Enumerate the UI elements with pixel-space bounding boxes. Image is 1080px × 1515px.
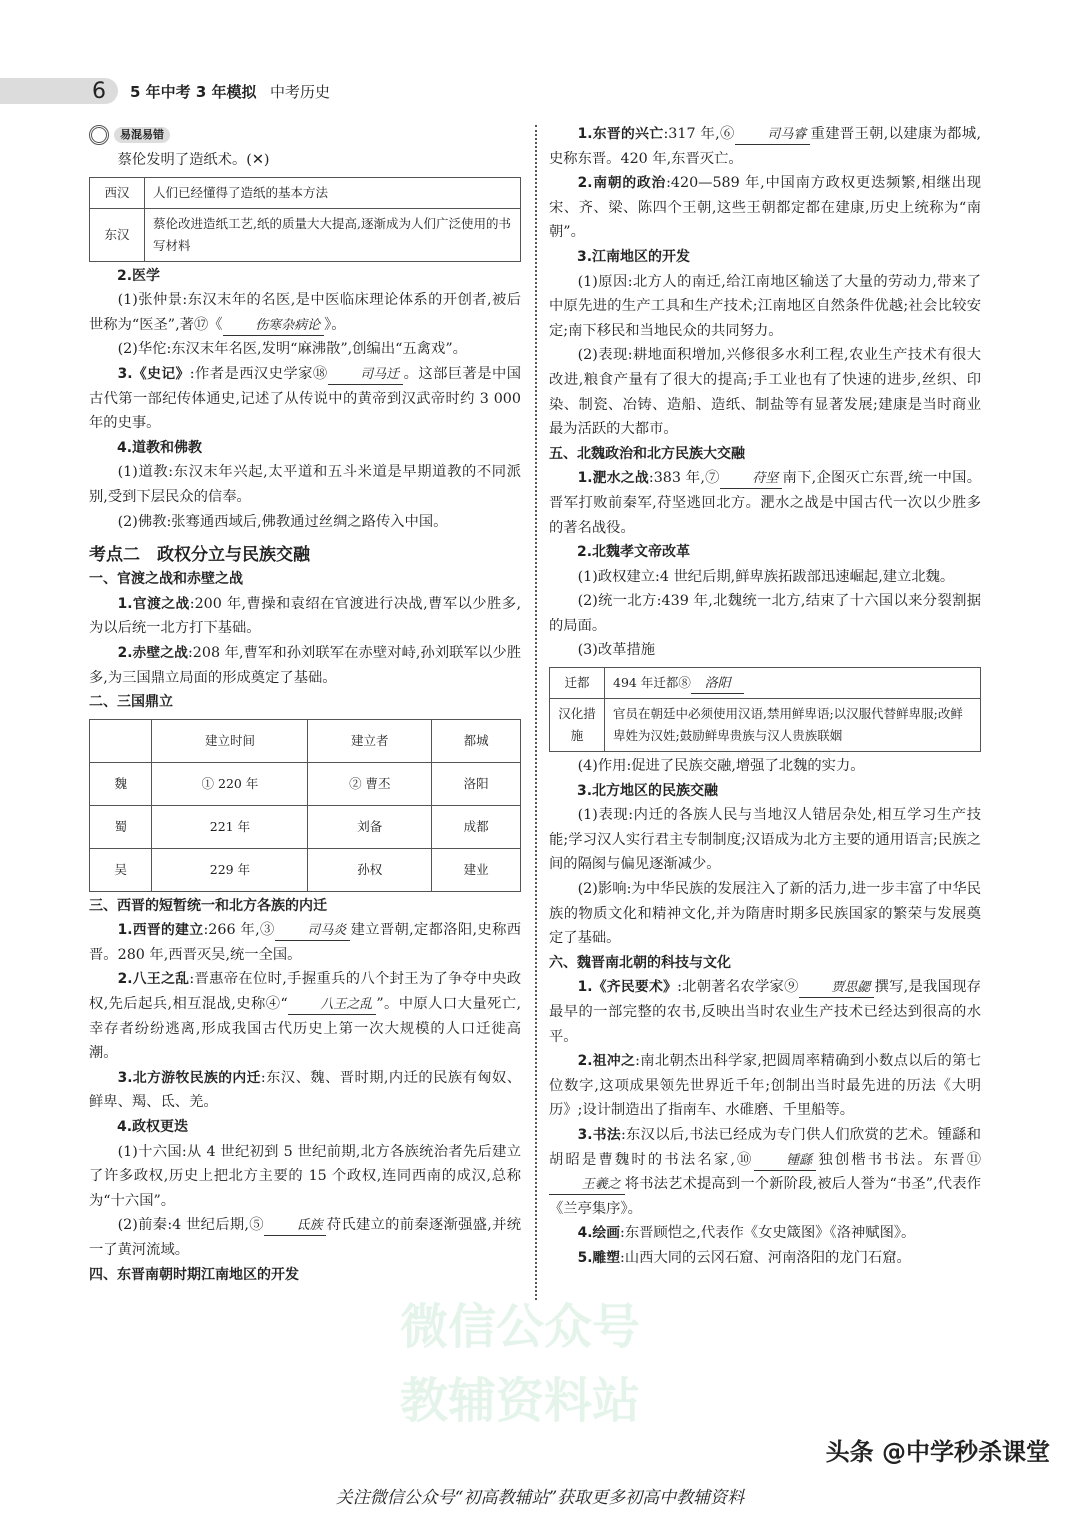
subheading: 3.北方地区的民族交融 [577, 782, 719, 799]
subheading: 4.政权更迭 [117, 1119, 189, 1136]
paragraph: 1.《齐民要术》:北朝著名农学家⑨ 贾思勰 撰写,是我国现存最早的一部完整的农书,反映出当时农业生产技术已经达到很高的水平。 [549, 979, 982, 1045]
paragraph: 1.官渡之战:200 年,曹操和袁绍在官渡进行决战,曹军以少胜多,为以后统一北方打下基础。 [89, 595, 521, 637]
subheading: 2.北魏孝文帝改革 [577, 544, 691, 561]
section-title: 考点二 政权分立与民族交融 [89, 545, 310, 566]
paragraph: (2)华佗:东汉末年名医,发明“麻沸散”,创编出“五禽戏”。 [117, 341, 467, 358]
section-heading: 五、北魏政治和北方民族大交融 [549, 445, 745, 462]
table-row: 迁都 494 年迁都⑧ 洛阳 [550, 668, 981, 699]
answer: 八王之乱 [288, 996, 377, 1015]
paragraph: (3)改革措施 [577, 642, 656, 659]
reform-table [549, 667, 981, 752]
paragraph: (4)作用:促进了民族交融,增强了北魏的实力。 [577, 758, 865, 775]
paragraph: (1)张仲景:东汉末年的名医,是中医临床理论体系的开创者,被后世称为“医圣”,著⑰《 伤寒杂病论 》。 [89, 288, 521, 337]
right-column [549, 122, 981, 1271]
paragraph: (1)政权建立:4 世纪后期,鲜卑族拓跋部迅速崛起,建立北魏。 [577, 568, 955, 585]
table-row: 东汉 蔡伦改进造纸工艺,纸的质量大大提高,逐渐成为人们广泛使用的书写材料 [90, 208, 521, 261]
paragraph: 3.书法:东汉以后,书法已经成为专门供人们欣赏的艺术。锺繇和胡昭是曹魏时的书法名家,⑩ 锺繇 独创楷书书法。东晋⑪王羲之 将书法艺术提高到一个新阶段,被后人誉为“书圣”,代表作《兰亭集序》。 [549, 1126, 981, 1217]
three-kingdoms-table [89, 719, 521, 892]
paragraph: 3.北方游牧民族的内迁:东汉、魏、晋时期,内迁的民族有匈奴、鲜卑、羯、氐、羌。 [89, 1069, 521, 1111]
answer: 贾思勰 [799, 979, 875, 998]
paragraph: (2)统一北方:439 年,北魏统一北方,结束了十六国以来分裂割据的局面。 [549, 593, 981, 634]
paragraph: 3.《史记》:作者是西汉史学家⑱ 司马迁 。这部巨著是中国古代第一部纪传体通史,记述了从传说中的黄帝到汉武帝时约 3 000 年的史事。 [89, 365, 522, 432]
footer-note: 关注微信公众号“初高教辅站”获取更多初高中教辅资料 [335, 1488, 745, 1508]
table-header: 建立时间 建立者 都城 [90, 719, 521, 762]
table-row: 蜀 221 年 刘备 成都 [90, 805, 521, 848]
paragraph: (1)十六国:从 4 世纪初到 5 世纪前期,北方各族统治者先后建立了许多政权,历史上把北方主要的 15 个政权,连同西南的成汉,总称为“十六国”。 [89, 1143, 521, 1209]
answer: 伤寒杂病论 [223, 317, 325, 336]
table-row: 西汉 人们已经懂得了造纸的基本方法 [90, 177, 521, 208]
tip-header: 易混易错 [89, 122, 521, 148]
answer: 司马睿 [735, 126, 811, 145]
section-heading: 三、西晋的短暂统一和北方各族的内迁 [89, 897, 327, 914]
paragraph: 5.雕塑:山西大同的云冈石窟、河南洛阳的龙门石窟。 [577, 1249, 911, 1266]
paragraph: 1.西晋的建立:266 年,③ 司马炎 建立晋朝,定都洛阳,史称西晋。280 年,西晋灭吴,统一全国。 [89, 922, 522, 963]
column-divider [535, 125, 537, 1300]
paragraph: 2.祖冲之:南北朝杰出科学家,把圆周率精确到小数点以后的第七位数字,这项成果领先世界近千年;创制出当时最先进的历法《大明历》;设计制造出了指南车、水碓磨、千里船等。 [549, 1053, 981, 1119]
answer: 王羲之 [549, 1176, 625, 1195]
page-number: 6 [92, 79, 106, 104]
paragraph: (2)影响:为中华民族的发展注入了新的活力,进一步丰富了中华民族的物质文化和精神文化,并为隋唐时期多民族国家的繁荣与发展奠定了基础。 [549, 881, 981, 947]
paragraph: (1)原因:北方人的南迁,给江南地区输送了大量的劳动力,带来了中原先进的生产工具和生产技术;江南地区自然条件优越;社会比较安定;南下移民和当地民众的共同努力。 [549, 273, 981, 339]
section-heading: 二、三国鼎立 [89, 694, 173, 711]
answer: 苻坚 [720, 470, 783, 489]
subject: 中考历史 [270, 83, 331, 101]
tip-icon [89, 125, 109, 145]
paragraph: 1.东晋的兴亡:317 年,⑥ 司马睿 重建晋王朝,以建康为都城,史称东晋。420 年,东晋灭亡。 [549, 126, 982, 167]
paragraph: 1.淝水之战:383 年,⑦ 苻坚 南下,企图灭亡东晋,统一中国。晋军打败前秦军,苻坚逃回北方。淝水之战是中国古代一次以少胜多的著名战役。 [549, 470, 982, 536]
paragraph: (2)佛教:张骞通西域后,佛教通过丝绸之路传入中国。 [117, 513, 448, 530]
paper-table [89, 177, 521, 262]
brand-watermark: 头条 @中学秒杀课堂 [825, 1438, 1050, 1466]
section-heading: 四、东晋南朝时期江南地区的开发 [89, 1266, 299, 1283]
answer: 洛阳 [691, 675, 745, 694]
section-heading: 六、魏晋南北朝的科技与文化 [549, 954, 731, 971]
table-row: 魏 ① 220 年 ② 曹丕 洛阳 [90, 762, 521, 805]
section-heading: 一、官渡之战和赤壁之战 [89, 571, 243, 588]
table-row: 吴 229 年 孙权 建业 [90, 848, 521, 891]
table-row: 汉化措施 官员在朝廷中必须使用汉语,禁用鲜卑语;以汉服代替鲜卑服;改鲜卑姓为汉姓;鼓励鲜卑贵族与汉人贵族联姻 [550, 699, 981, 752]
subheading: 3.江南地区的开发 [577, 248, 691, 265]
tip-statement: 蔡伦发明了造纸术。(✕) [117, 152, 270, 168]
paragraph: (1)表现:内迁的各族人民与当地汉人错居杂处,相互学习生产技能;学习汉人实行君主专制制度;汉语成为北方主要的通用语言;民族之间的隔阂与偏见逐渐减少。 [549, 807, 981, 873]
paragraph: (2)表现:耕地面积增加,兴修很多水利工程,农业生产技术有很大改进,粮食产量有了很大的提高;手工业也有了快速的进步,丝织、印染、制瓷、冶铸、造船、造纸、制盐等有显著发展;建康是当时商业最为活跃的大都市。 [549, 347, 981, 438]
answer: 锺繇 [754, 1152, 817, 1171]
left-column [89, 122, 521, 1287]
paragraph: 2.南朝的政治:420—589 年,中国南方政权更迭频繁,相继出现宋、齐、梁、陈四个王朝,这些王朝都定都在建康,历史上统称为“南朝”。 [549, 175, 981, 241]
paragraph: 2.八王之乱:晋惠帝在位时,手握重兵的八个封王为了争夺中央政权,先后起兵,相互混战,史称④“ 八王之乱 ”。中原人口大量死亡,幸存者纷纷逃离,形成我国古代历史上第一次大规模的人口迁徙高潮。 [89, 971, 522, 1062]
answer: 司马炎 [275, 922, 351, 941]
watermark: 微信公众号 教辅资料站 [400, 1299, 641, 1429]
paragraph: (1)道教:东汉末年兴起,太平道和五斗米道是早期道教的不同派别,受到下层民众的信奉。 [89, 464, 521, 505]
paragraph: 4.绘画:东晋顾恺之,代表作《女史箴图》《洛神赋图》。 [577, 1225, 916, 1242]
subheading: 4.道教和佛教 [117, 439, 203, 456]
book-title: 5 年中考 3 年模拟 [130, 83, 257, 101]
paragraph: (2)前秦:4 世纪后期,⑤ 氐族 苻氏建立的前秦逐渐强盛,并统一了黄河流域。 [89, 1217, 521, 1258]
answer: 司马迁 [328, 366, 404, 385]
paragraph: 2.赤壁之战:208 年,曹军和孙刘联军在赤壁对峙,孙刘联军以少胜多,为三国鼎立局面的形成奠定了基础。 [89, 644, 521, 686]
answer: 氐族 [264, 1217, 327, 1236]
subheading: 2.医学 [117, 267, 161, 284]
